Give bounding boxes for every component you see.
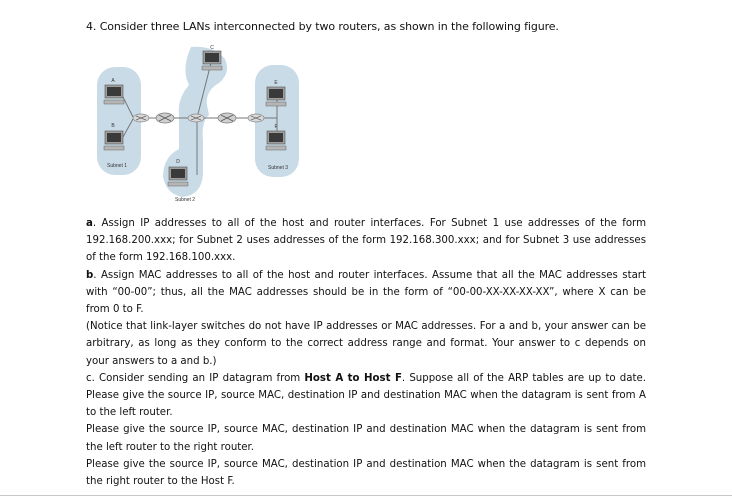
question-title: 4. Consider three LANs interconnected by two routers, as shown in the following figure. — [86, 20, 559, 33]
host-label-f: F — [274, 124, 278, 130]
subnet1-region — [97, 67, 141, 175]
host-b-icon — [104, 131, 124, 150]
host-a-icon — [104, 85, 124, 104]
part-c-intro: c. Consider sending an IP datagram from — [86, 372, 305, 384]
host-label-e: E — [274, 80, 278, 86]
part-b-letter: b — [86, 269, 94, 281]
notice-paragraph: (Notice that link-layer switches do not have IP addresses or MAC addresses. For a and b, your answer can be arbitrary, as long as they conform to the correct address range and format. Your answer to c depends on your answers to a and b.) — [86, 321, 646, 367]
host-e-icon — [266, 87, 286, 106]
host-label-c: C — [210, 45, 214, 51]
page-bottom-rule — [0, 495, 732, 496]
part-c — [86, 370, 646, 422]
host-d-icon — [168, 167, 188, 186]
host-f-icon — [266, 131, 286, 150]
host-label-a: A — [111, 78, 115, 84]
subnet3-label: Subnet 3 — [267, 165, 289, 171]
switch-2 — [188, 114, 204, 122]
host-label-d: D — [176, 159, 180, 165]
part-a — [86, 215, 646, 267]
part-b — [86, 267, 646, 319]
host-label-b: B — [111, 123, 115, 129]
part-c-text: . Suppose all of the ARP tables are up to date. Please give the source IP, source MAC, destination IP and destination MAC when the datagram is sent from A to the left router. — [86, 372, 646, 419]
subnet2-label: Subnet 2 — [174, 197, 196, 203]
part-c-question-2: Please give the source IP, source MAC, destination IP and destination MAC when the datagram is sent from the left router to the right router. — [86, 424, 646, 453]
router-left-icon — [156, 113, 174, 123]
subnet1-label: Subnet 1 — [106, 163, 128, 169]
switch-3 — [248, 114, 264, 122]
part-b-text: . Assign MAC addresses to all of the host and router interfaces. Assume that all the MAC addresses start with “00-00”; thus, all the MAC addresses should be in the form of “00-00-XX-XX-XX-XX”, where X can be from 0 to F. — [86, 269, 646, 316]
part-a-letter: a — [86, 218, 93, 229]
host-c-icon — [202, 51, 222, 70]
network-figure — [95, 45, 305, 210]
router-right-icon — [218, 113, 236, 123]
part-a-text: . Assign IP addresses to all of the host and router interfaces. For Subnet 1 use addresses of the form 192.168.200.xxx; for Subnet 2 uses addresses of the form 192.168.300.xxx; and for Subnet 3 use addresses of the form 192.168.100.xxx. — [86, 218, 646, 264]
part-c-hosts: Host A to Host F — [304, 372, 402, 384]
switch-1 — [133, 114, 149, 122]
part-c-question-3: Please give the source IP, source MAC, destination IP and destination MAC when the datagram is sent from the right router to the Host F. — [86, 458, 646, 488]
question-body — [86, 215, 646, 490]
